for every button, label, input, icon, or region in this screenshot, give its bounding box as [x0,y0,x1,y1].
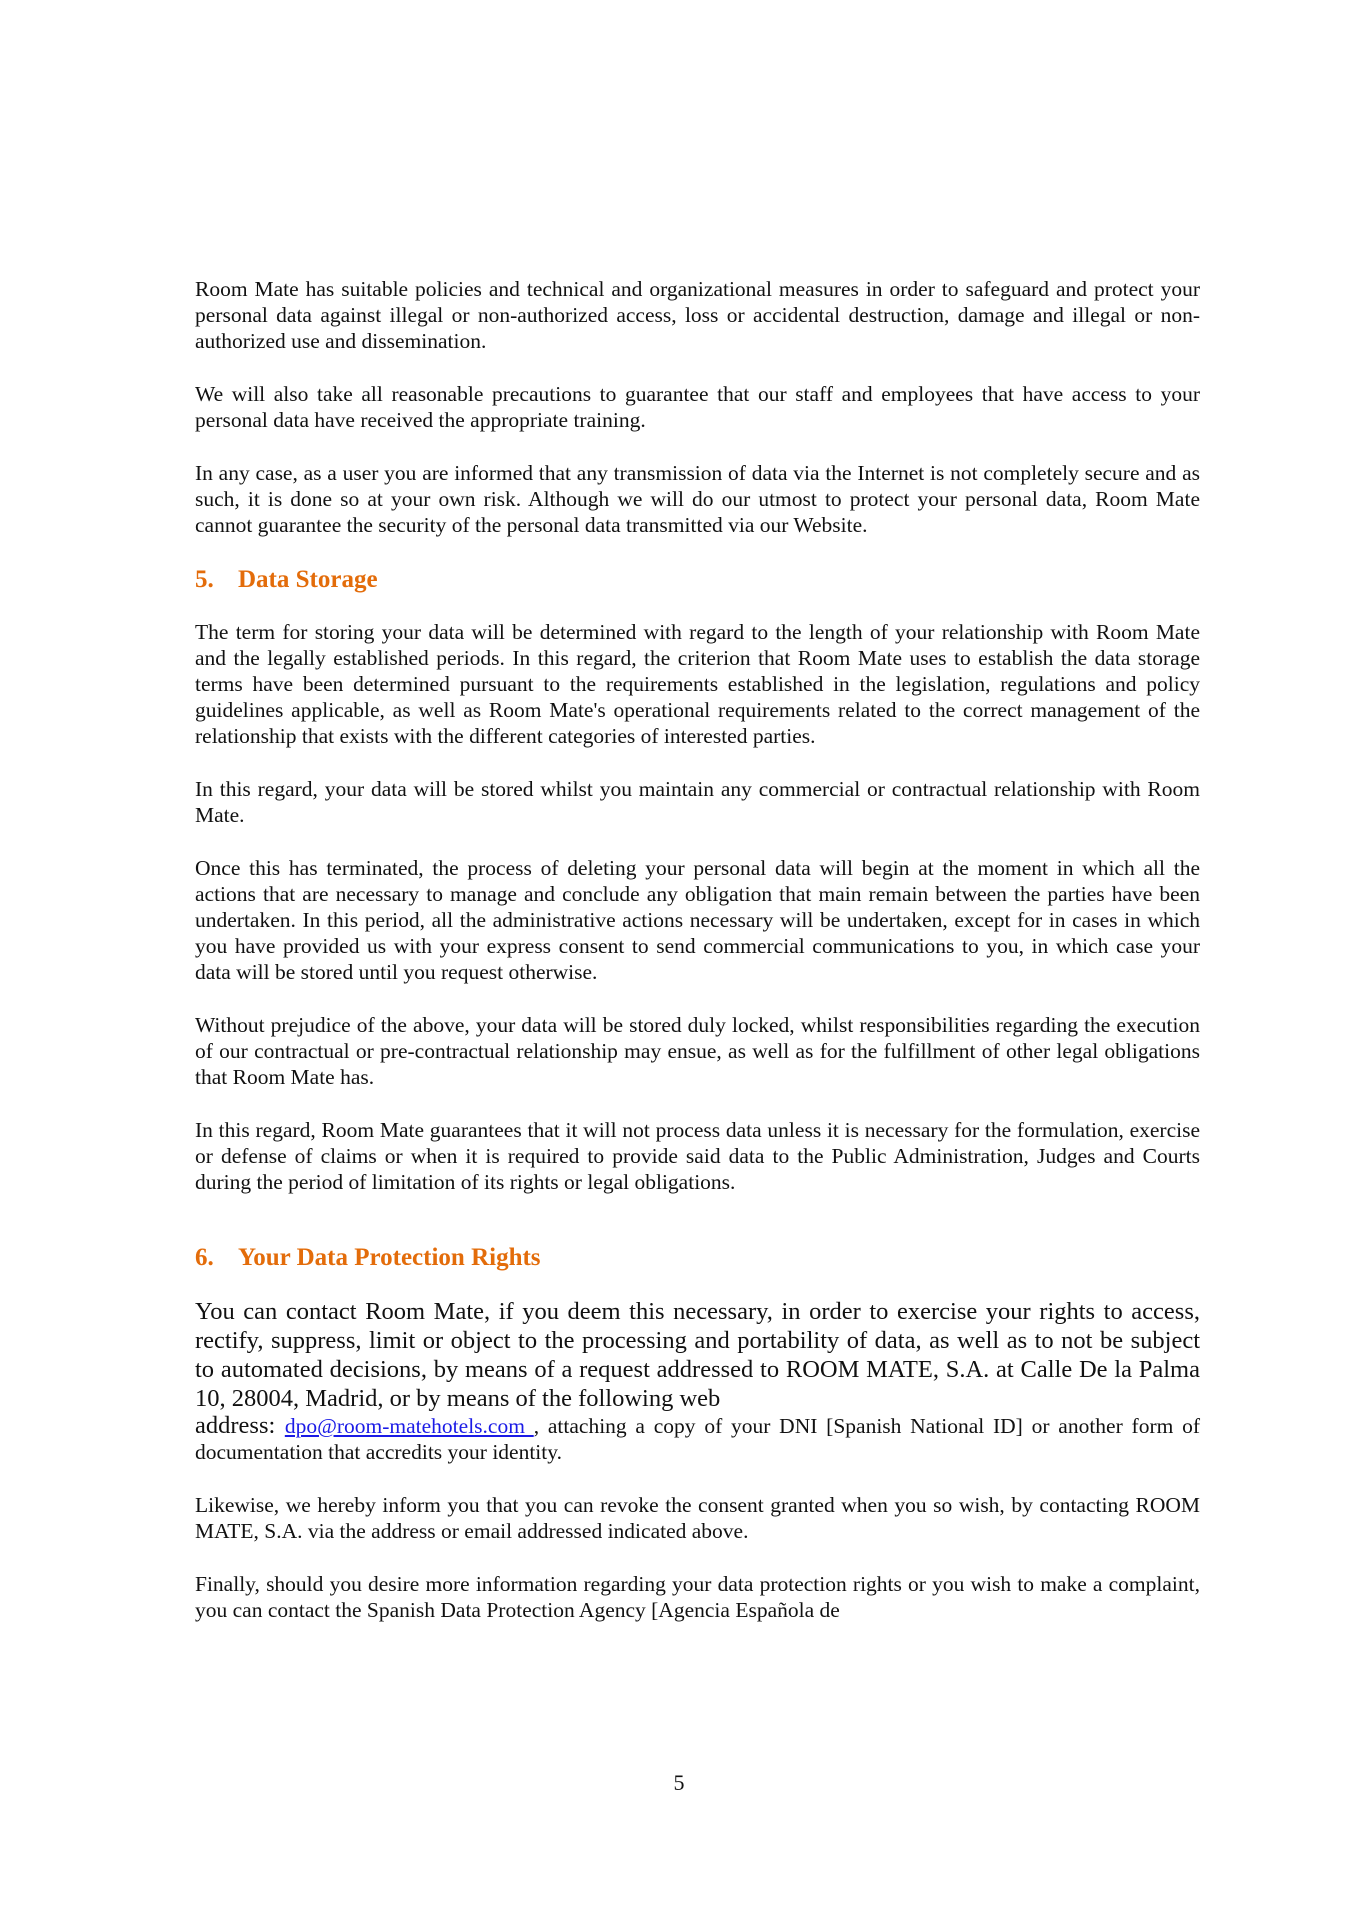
paragraph-complaint: Finally, should you desire more information regarding your data protection rights or you wish to make a complaint, you can contact the Spanish Data Protection Agency [Agencia Española de [195,1572,1200,1622]
page-number: 5 [673,1770,685,1795]
section-5-number: 5. [195,566,214,593]
paragraph-locked-data: Without prejudice of the above, your data will be stored duly locked, whilst responsibilities regarding the execution of our contractual or pre-contractual relationship may ensue, as well as for the fulfillment of other legal obligations that Room Mate has. [195,1013,1200,1089]
paragraph-storage-relationship: In this regard, your data will be stored whilst you maintain any commercial or contractual relationship with Room Mate. [195,777,1200,827]
section-6-heading [195,1243,1200,1273]
paragraph-processing-guarantee: In this regard, Room Mate guarantees that it will not process data unless it is necessary for the formulation, exercise or defense of claims or when it is required to provide said data to the Public Administration, Judges and Courts during the period of limitation of its rights or legal obligations. [195,1118,1200,1194]
section-5-heading [195,565,1200,595]
dpo-email-link[interactable]: dpo@room-matehotels.com [284,1414,534,1438]
section-6-number: 6. [195,1244,214,1271]
paragraph-security-measures: Room Mate has suitable policies and technical and organizational measures in order to safeguard and protect your personal data against illegal or non-authorized access, loss or accidental destruction, damage and illegal or non-authorized use and dissemination. [195,277,1200,353]
paragraph-revoke-consent: Likewise, we hereby inform you that you can revoke the consent granted when you so wish, by contacting ROOM MATE, S.A. via the address or email addressed indicated above. [195,1493,1200,1543]
contact-rest-text: , attaching a copy of your DNI [Spanish National ID] or another form of documentation that accredits your identity. [195,1414,1201,1464]
paragraph-contact-rights: You can contact Room Mate, if you deem this necessary, in order to exercise your rights to access, rectify, suppress, limit or object to the processing and portability of data, as well as to not be subject to automated decisions, by means of a request addressed to ROOM MATE, S.A. at Calle De la Palma 10, 28004, Madrid, or by means of the following web [195,1298,1200,1412]
paragraph-deletion-process: Once this has terminated, the process of deleting your personal data will begin at the moment in which all the actions that are necessary to manage and conclude any obligation that main remain between the parties have been undertaken. In this period, all the administrative actions necessary will be undertaken, except for in cases in which you have provided us with your express consent to send commercial communications to you, in which case your data will be stored until you request otherwise. [195,856,1200,984]
paragraph-storage-term: The term for storing your data will be determined with regard to the length of your relationship with Room Mate and the legally established periods. In this regard, the criterion that Room Mate uses to establish the data storage terms have been determined pursuant to the requirements established in the legislation, regulations and policy guidelines applicable, as well as Room Mate's operational requirements related to the correct management of the relationship that exists with the different categories of interested parties. [195,620,1200,748]
address-label: address: [195,1412,285,1439]
paragraph-internet-risk: In any case, as a user you are informed that any transmission of data via the Internet is not completely secure and as such, it is done so at your own risk. Although we will do our utmost to protect your personal data, Room Mate cannot guarantee the security of the personal data transmitted via our Website. [195,461,1200,537]
paragraph-staff-training: We will also take all reasonable precautions to guarantee that our staff and employees that have access to your personal data have received the appropriate training. [195,382,1200,432]
document-page [195,276,1200,1650]
section-6-title: Your Data Protection Rights [238,1244,541,1271]
section-5-title: Data Storage [238,566,378,593]
paragraph-contact-address [195,1413,1200,1465]
